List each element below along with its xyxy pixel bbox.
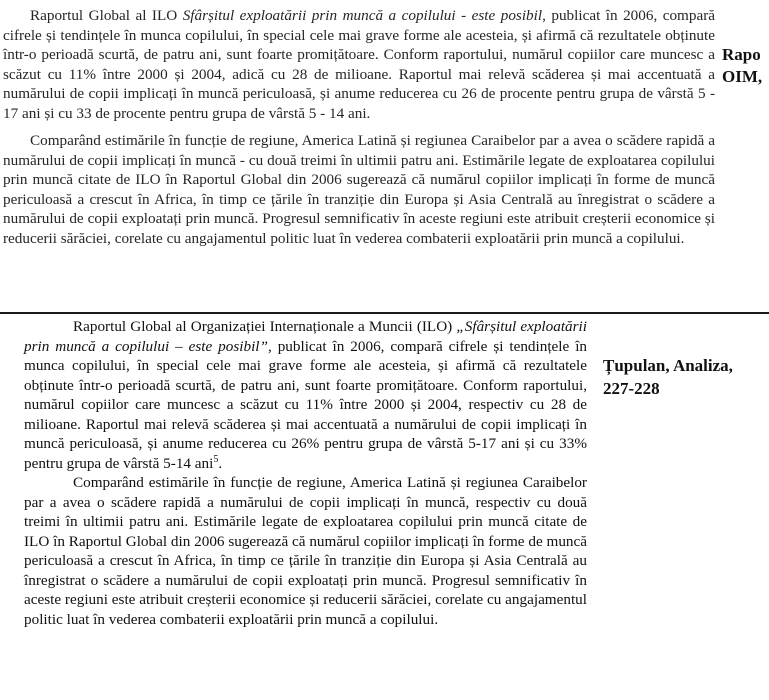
compared-citation-label: Țupulan, Analiza, 227-228 (603, 356, 733, 398)
compared-p1-rest: , publicat în 2006, compară cifrele și tendințele în munca copilului, în special cele mai grave forme ale acesteia, și afirmă că rezultatele obținute într-o perioadă scurtă, de patru ani, sunt foarte promițătoare. Conform raportului, numărul copiilor care muncesc a scăzut cu 11% între 2000 și 2004, respectiv cu 28 de milioane. Raportul mai relevă scăderea și mai accentuată a numărului de copii implicați în muncă periculoasă, și anume reducerea cu 26% pentru grupa de vârstă 5-17 ani și cu 33% pentru grupa de vârstă 5-14 ani (24, 337, 588, 472)
compared-paragraph-2: Comparând estimările în funcție de regiune, America Latină și regiunea Caraibelor par a avea o scădere rapidă a numărului de copii implicați în muncă, respectiv cu două treimi în ultimii patru ani. Estimările legate de exploatarea copilului prin muncă citate de ILO în Raportul Global din 2006 sugerează că numărul copiilor implicați în forme de muncă periculoasă a crescut în Africa, în timp ce țările în tranziție din Europa și Asia Centrală au înregistrat o scădere a numărului de copii exploatați prin muncă. Progresul semnificativ în aceste regiuni este atribuit creșterii economice și reducerii sărăciei, corelate cu angajamentul politic luat în vederea combaterii exploatării prin muncă a copilului. (24, 474, 587, 628)
source-report-title: Sfârșitul exploatării prin muncă a copilului - este posibil (182, 7, 543, 24)
compared-report-title: „Sfârșitul exploatării prin muncă a copilului – este posibil” (24, 318, 587, 355)
source-paragraph-1 (3, 6, 715, 123)
source-citation-label: Rapo OIM, (722, 45, 763, 86)
source-p1-rest: , publicat în 2006, compară cifrele și tendințele în munca copilului, în special cele mai grave forme ale acesteia, și afirmă că rezultatele obținute într-o perioadă scurtă, de patru ani, sunt foarte promițătoare. Conform raportului, numărul copiilor care muncesc a scăzut cu 11% între 2000 și 2004, adică cu 28 de milioane. Raportul mai relevă scăderea și mai accentuată a numărului de copii implicați în muncă periculoasă, și anume reducerea cu 26 de procente pentru grupa de vârstă 5 - 17 ani și cu 33 de procente pentru grupa de vârstă 5 - 14 ani. (3, 7, 716, 122)
compared-p1-end: . (218, 454, 223, 472)
source-text-section (0, 0, 769, 312)
source-p1-intro: Raportul Global al ILO (30, 7, 183, 24)
source-paragraph-2: Comparând estimările în funcție de regiune, America Latină și regiunea Caraibelor par a avea o scădere rapidă a numărului de copii implicați în muncă - cu două treimi în ultimii patru ani. Estimările legate de exploatarea copilului prin muncă citate de ILO în Raportul Global din 2006 sugerează că numărul copiilor implicați în forme de muncă periculoasă a crescut în Africa, în timp ce țările în tranziție din Europa și Asia Centrală au înregistrat o scădere a numărului de copii exploatați prin muncă. Progresul semnificativ în aceste regiuni este atribuit creșterii economice și reducerii sărăciei, corelate cu angajamentul politic luat în vederea combaterii exploatării prin muncă a copilului. (3, 132, 715, 247)
source-text-body (3, 6, 715, 248)
compared-text-section (0, 314, 769, 700)
footnote-reference: 5 (213, 453, 219, 465)
compared-p1-intro: Raportul Global al Organizației Internaționale a Muncii (ILO) (73, 318, 457, 335)
compared-text-body (24, 317, 587, 629)
compared-paragraph-1 (24, 317, 587, 473)
